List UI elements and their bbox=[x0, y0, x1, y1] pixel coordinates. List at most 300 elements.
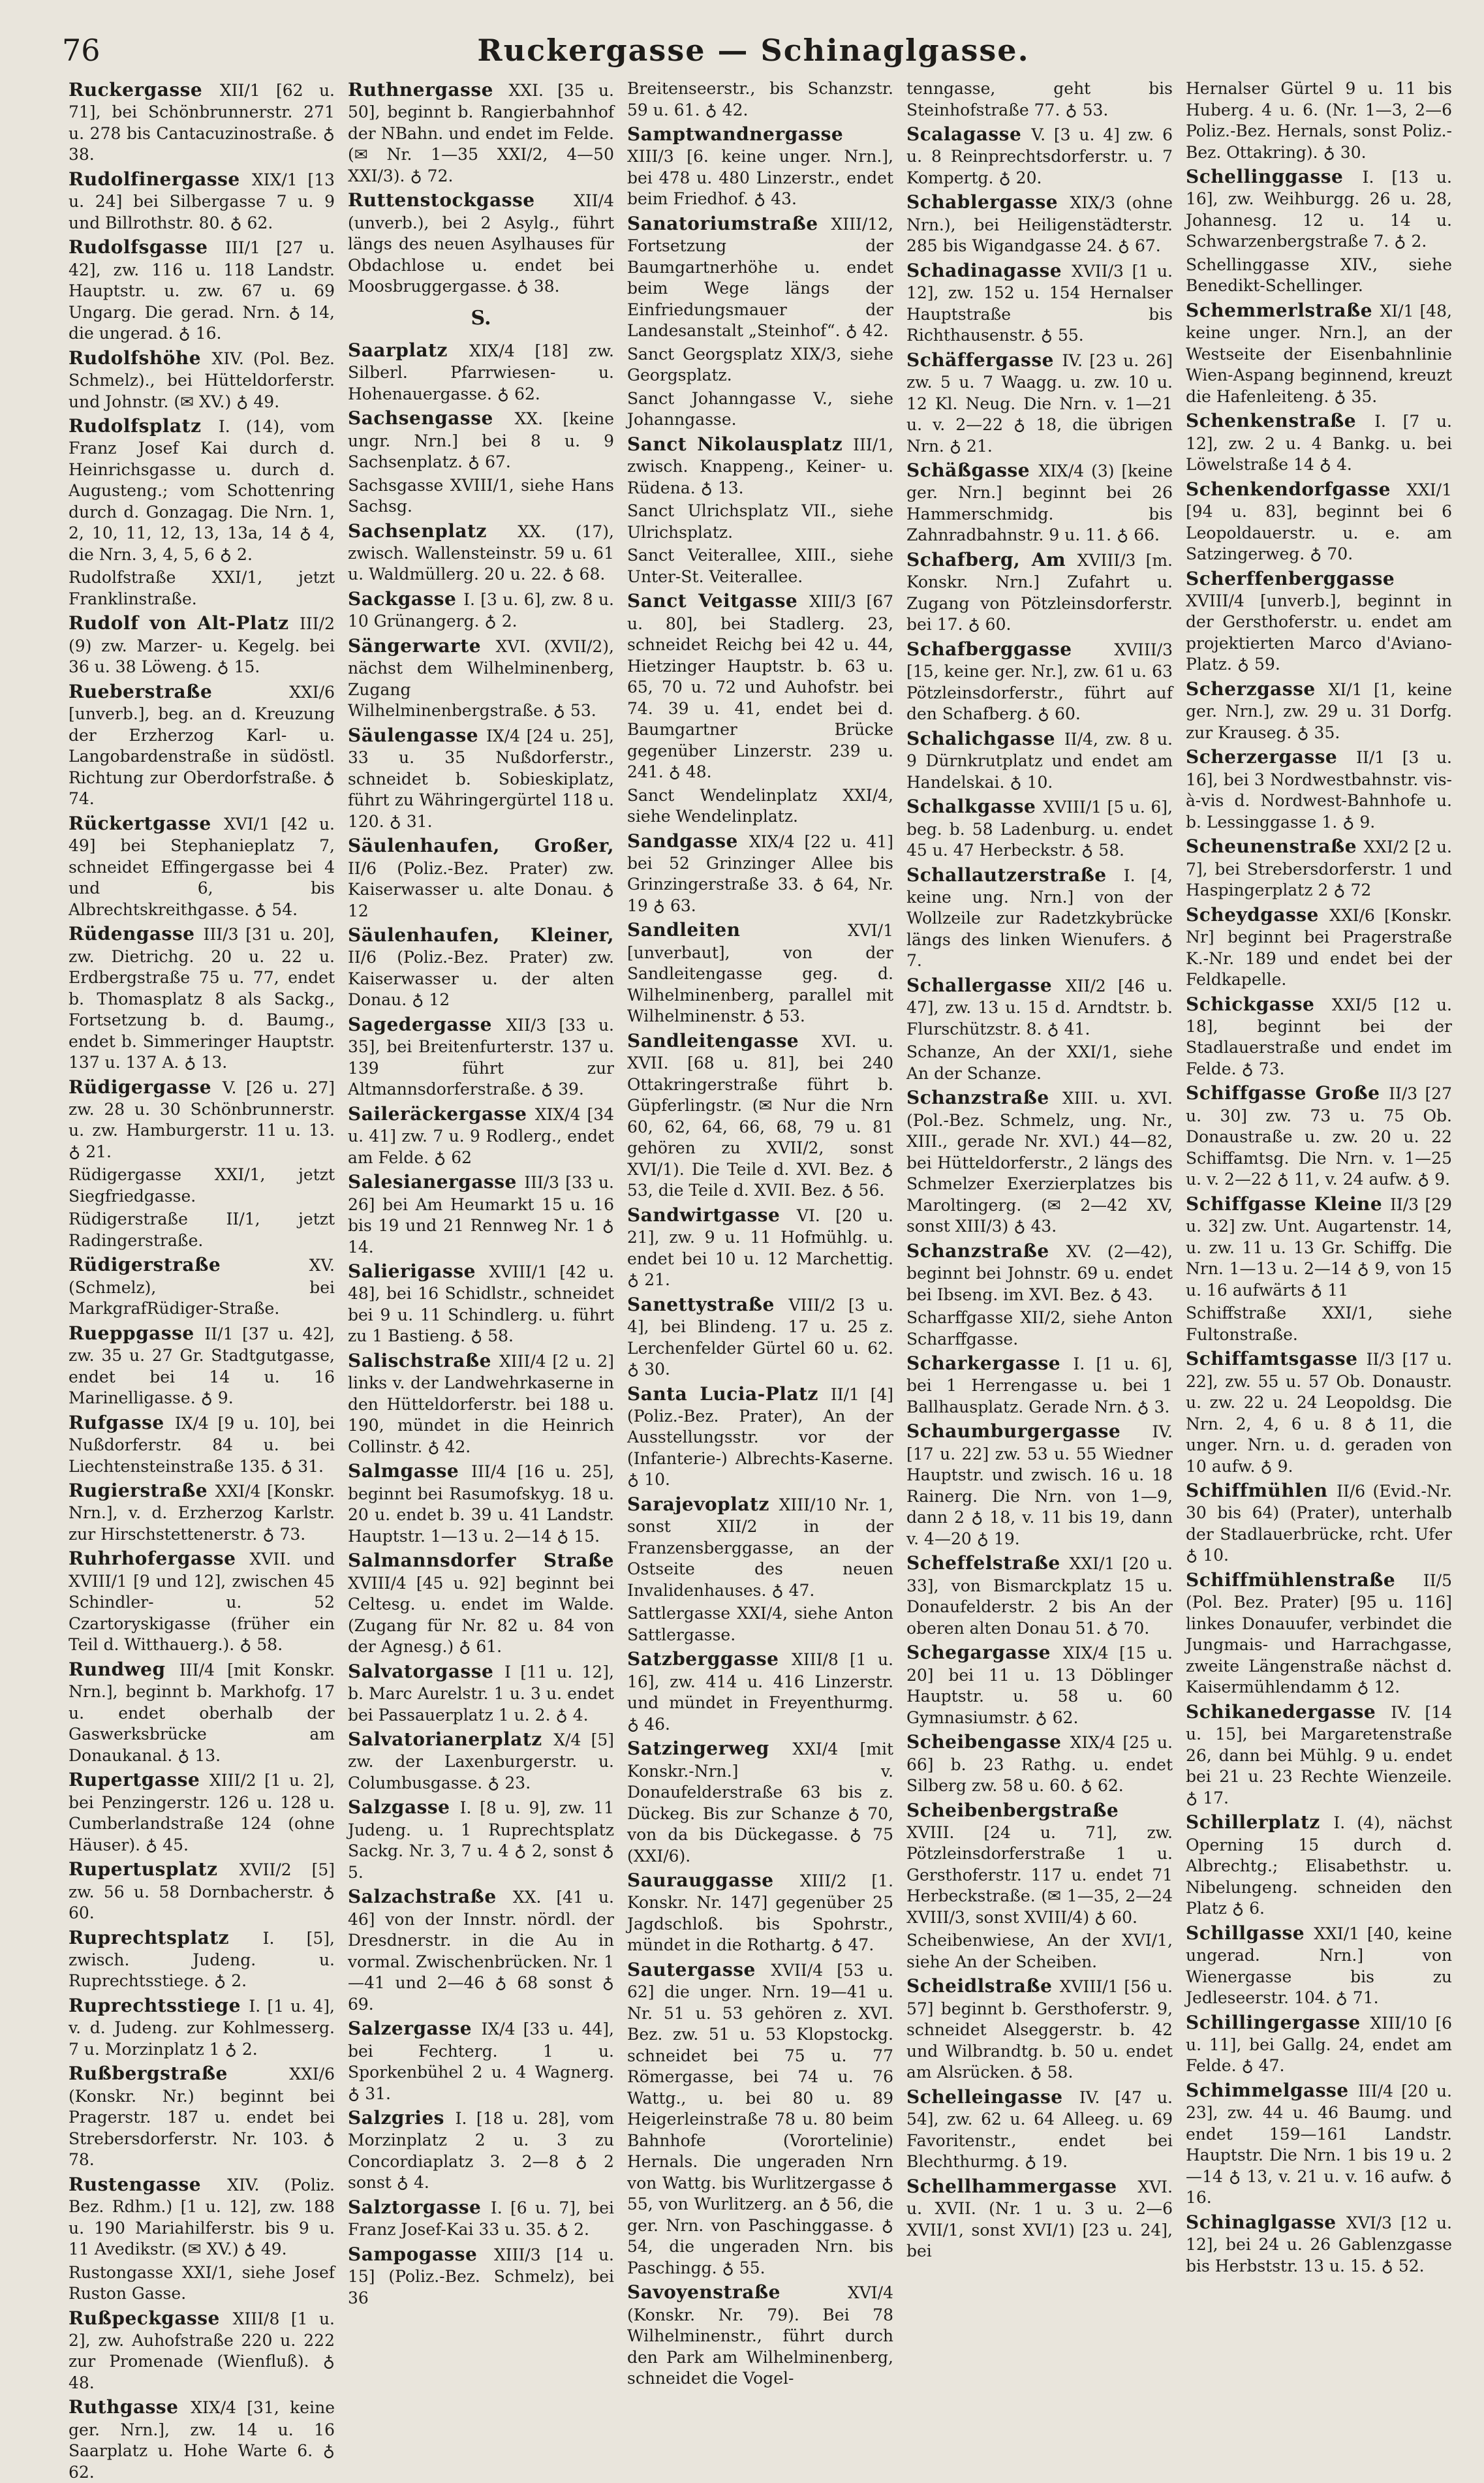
entry-text: XIII/4 [2 u. 2] links v. der Landwehrkaserne in den Hütteldorferstr. bei 188 u. 190, mündet in die Heinrich Collinstr. ♁ 42. bbox=[348, 1351, 614, 1456]
entry-text: V. [3 u. 4] zw. 6 u. 8 Reinprechtsdorferstr. u. 7 Kompertg. ♁ 20. bbox=[906, 125, 1173, 187]
directory-entry bbox=[906, 1552, 1173, 1639]
directory-entry bbox=[348, 339, 614, 405]
directory-entry bbox=[1186, 1303, 1452, 1345]
directory-entry bbox=[906, 349, 1173, 457]
entry-text: XVI/1 [42 u. 49] bei Stephanieplatz 7, schneidet Effingergasse bei 4 und 6, bis Albrechtskreithgasse. ♁ 54. bbox=[69, 814, 335, 919]
street-name: Salmannsdorfer Straße bbox=[348, 1550, 614, 1572]
entry-text: XIX/4 [22 u. 41] bei 52 Grinzinger Allee bis Grinzingerstraße 33. ♁ 64, Nr. 19 ♁ 63. bbox=[627, 832, 893, 915]
directory-entry bbox=[348, 2243, 614, 2309]
street-name: Scalagasse bbox=[906, 123, 1032, 145]
directory-entry bbox=[348, 520, 614, 586]
column-3 bbox=[621, 78, 900, 2388]
entry-text: III/3 [31 u. 20], zw. Dietrichg. 20 u. 22 u. Erdbergstraße 75 u. 77, endet b. Thomasplatz 8 als Sackg., Fortsetzung b. d. Baumg., endet b. Simmeringer Hauptstr. 137 u. 137 A. ♁ 13. bbox=[69, 925, 335, 1072]
entry-text: XVIII/3 [m. Konskr. Nrn.] Zufahrt u. Zugang von Pötzleinsdorferstr. bei 17. ♁ 60. bbox=[906, 550, 1173, 634]
entry-text: XII/3 [33 u. 35], bei Breitenfurterstr. 137 u. 139 führt zur Altmannsdorferstraße. ♁ 39. bbox=[348, 1015, 614, 1099]
entry-text: Hernalser Gürtel 9 u. 11 bis Huberg. 4 u. 6. (Nr. 1—3, 2—6 Poliz.-Bez. Hernals, sonst Poliz.-Bez. Ottakring). ♁ 30. bbox=[1186, 79, 1452, 162]
directory-entry bbox=[906, 1420, 1173, 1550]
street-name: Ruprechtsplatz bbox=[69, 1926, 263, 1948]
directory-entry bbox=[906, 795, 1173, 861]
directory-entry bbox=[348, 1660, 614, 1726]
entry-text: III/4 [20 u. 23], zw. 44 u. 46 Baumg. und endet 159—161 Landstr. Hauptstr. Die Nrn. 1 bis 19 u. 2—14 ♁ 13, v. 21 u. v. 16 aufw. ♁ 16. bbox=[1186, 2081, 1452, 2208]
street-name: Schablergasse bbox=[906, 191, 1070, 213]
street-name: Sampogasse bbox=[348, 2243, 494, 2265]
entry-text: XXI. [35 u. 50], beginnt b. Rangierbahnhof der NBahn. und endet im Felde. (✉ Nr. 1—35 XXI/2, 4—50 XXI/3). ♁ 72. bbox=[348, 81, 614, 185]
entry-text: XVI/4 (Konskr. Nr. 79). Bei 78 Wilhelminenstr., führt durch den Park am Wilhelminenberg, schneidet die Vogel- bbox=[627, 2283, 893, 2388]
entry-text: XIII/8 [1 u. 2], zw. Auhofstraße 220 u. 222 zur Promenade (Wienfluß). ♁ 48. bbox=[69, 2309, 335, 2392]
entry-text: XV. (Schmelz), bei MarkgrafRüdiger-Straße. bbox=[69, 1256, 335, 1319]
directory-entry bbox=[348, 587, 614, 632]
entry-text: Sanct Johanngasse V., siehe Johanngasse. bbox=[627, 388, 893, 429]
directory-entry bbox=[1186, 2079, 1452, 2209]
street-name: Sanct Nikolausplatz bbox=[627, 433, 854, 455]
street-name: Schäßgasse bbox=[906, 460, 1039, 482]
street-name: Salesianergasse bbox=[348, 1171, 525, 1193]
entry-text: XIII/8 [1 u. 16], zw. 414 u. 416 Linzerstr. und mündet in Freyenthurmg. ♁ 46. bbox=[627, 1650, 894, 1734]
street-name: Schiffgasse Große bbox=[1186, 1082, 1389, 1104]
street-name: Scheydgasse bbox=[1186, 903, 1330, 926]
directory-entry bbox=[69, 347, 335, 413]
entry-text: XIII/3 [67 u. 80], bei Stadlerg. 23, schneidet Reichg bei 42 u. 44, Hietzinger Hauptstr. b. 63 u. 65, 70 u. 72 und Auhofstr. bei 74. 39 u. 41, endet bei d. Baumgartner Brücke gegenüber Linzerstr. 239 u. 241. ♁ 48. bbox=[627, 592, 893, 782]
entry-text: IV. [17 u. 22] zw. 53 u. 55 Wiedner Hauptstr. und zwisch. 16 u. 18 Rainerg. Die Nrn. von 1—9, dann 2 ♁ 18, v. 11 bis 19, dann v. 4—20 ♁ 19. bbox=[906, 1422, 1173, 1548]
street-name: Sandwirtgasse bbox=[627, 1204, 797, 1226]
directory-entry bbox=[1186, 1479, 1452, 1567]
entry-text: I. [1 u. 6], bei 1 Herrengasse u. bei 1 Ballhausplatz. Gerade Nrn. ♁ 3. bbox=[906, 1354, 1173, 1416]
directory-entry bbox=[69, 2062, 335, 2170]
entry-text: XIII/2 [1. Konskr. Nr. 147] gegenüber 25 Jagdschloß. bis Spohrstr., mündet in die Rothartg. ♁ 47. bbox=[627, 1871, 893, 1955]
directory-entry bbox=[627, 1493, 893, 1601]
entry-text: Rüdigergasse XXI/1, jetzt Siegfriedgasse. bbox=[69, 1165, 335, 1206]
directory-entry bbox=[348, 724, 614, 832]
street-name: Ruckergasse bbox=[69, 79, 220, 101]
entry-text: XVII/2 [5] zw. 56 u. 58 Dornbacherstr. ♁ 60. bbox=[69, 1860, 335, 1923]
street-name: Rüdengasse bbox=[69, 923, 204, 945]
entry-text: Sattlergasse XXI/4, siehe Anton Sattlergasse. bbox=[627, 1604, 893, 1644]
directory-entry bbox=[906, 459, 1173, 546]
entry-text: XI/1 [48, keine unger. Nrn.], an der Westseite der Eisenbahnlinie Wien-Aspang beginnend, kreuzt die Hafenleiteng. ♁ 35. bbox=[1186, 301, 1452, 406]
street-name: Schillgasse bbox=[1186, 1922, 1314, 1944]
directory-entry bbox=[1186, 1922, 1452, 2009]
entry-text: Breitenseerstr., bis Schanzstr. 59 u. 61. ♁ 42. bbox=[627, 79, 893, 119]
entry-text: VIII/2 [3 u. 4], bei Blindeng. 17 u. 25 z. Lerchenfelder Gürtel 60 u. 62. ♁ 30. bbox=[627, 1295, 893, 1379]
street-name: Schellinggasse bbox=[1186, 166, 1363, 187]
street-name: Schegargasse bbox=[906, 1642, 1063, 1664]
entry-text: II/3 [29 u. 32] zw. Unt. Augartenstr. 14, u. zw. 11 u. 13 Gr. Schiffg. Die Nrn. 1—13 u. 2—14 ♁ 9, von 15 u. 16 aufwärts ♁ 11 bbox=[1186, 1195, 1452, 1300]
directory-entry bbox=[348, 1260, 614, 1347]
entry-text: XIX/4 [34 u. 41] zw. 7 u. 9 Rodlerg., endet am Felde. ♁ 62 bbox=[348, 1104, 615, 1167]
street-name: Schelleingasse bbox=[906, 2085, 1079, 2108]
entry-text: XIX/4 (3) [keine ger. Nrn.] beginnt bei 26 Hammerschmidg. bis Zahnradbahnstr. 9 u. 11. ♁ 66. bbox=[906, 461, 1173, 545]
street-name: Rugierstraße bbox=[69, 1480, 215, 1502]
entry-text: XVII/4 [53 u. 62] die unger. Nrn. 19—41 u. Nr. 51 u. 53 gehören z. XVI. Bez. zw. 51 u. 53 Klopstockg. schneidet bei 75 u. 77 Römergasse, bei 74 u. 76 Wattg., u. bei 80 u. 89 Heigerleinstraße 78 u. 80 beim Bahnhofe (Vorortelinie) Hernals. Die ungeraden Nrn von Wattg. bis Wurlitzergasse ♁ 55, von Wurlitzerg. an ♁ 56, die ger. Nrn. von Paschinggasse. ♁ 54, die ungeraden Nrn. bis Paschingg. ♁ 55. bbox=[627, 1960, 893, 2277]
directory-entry bbox=[1186, 1569, 1452, 1698]
street-name: Scheunenstraße bbox=[1186, 835, 1364, 858]
entry-text: I. (14), vom Franz Josef Kai durch d. Heinrichsgasse u. durch d. Augusteng.; vom Schottenring durch d. Gonzagag. Die Nrn. 1, 2, 10, 11, 12, 13, 13a, 14 ♁ 4, die Nrn. 3, 4, 5, 6 ♁ 2. bbox=[69, 417, 335, 564]
entry-text: VI. [20 u. 21], zw. 9 u. 11 Hofmühlg. u. endet bei 10 u. 12 Marchettig. ♁ 21. bbox=[627, 1206, 893, 1290]
directory-entry bbox=[348, 1728, 614, 1794]
entry-text: IV. [47 u. 54], zw. 62 u. 64 Alleeg. u. 69 Favoritenstr., endet bei Blechthurmg. ♁ 19. bbox=[906, 2087, 1173, 2172]
street-name: Scherffenberggasse bbox=[1186, 567, 1395, 589]
directory-entry bbox=[69, 2307, 335, 2394]
directory-entry bbox=[348, 2017, 614, 2104]
entry-text: XVIII/1 [5 u. 6], beg. b. 58 Ladenburg. u. endet 45 u. 47 Herbeckstr. ♁ 58. bbox=[906, 798, 1173, 860]
directory-entry bbox=[627, 785, 893, 828]
entry-text: Scharffgasse XII/2, siehe Anton Scharffgasse. bbox=[906, 1308, 1173, 1349]
entry-text: XIX/4 [15 u. 20] bei 11 u. 13 Döblinger Hauptstr. u. 58 u. 60 Gymnasiumstr. ♁ 62. bbox=[906, 1644, 1173, 1727]
street-name: Sarajevoplatz bbox=[627, 1493, 779, 1515]
entry-text: XVII/3 [1 u. 12], zw. 152 u. 154 Hernalser Hauptstraße bis Richthausenstr. ♁ 55. bbox=[906, 261, 1173, 345]
entry-text: Sanct Veiterallee, XIII., siehe Unter-St. Veiterallee. bbox=[627, 546, 893, 586]
directory-entry bbox=[348, 634, 614, 722]
entry-text: XIX/4 [18] zw. Silberl. Pfarrwiesen- u. Hohenauergasse. ♁ 62. bbox=[348, 341, 615, 403]
entry-text: I. [3 u. 6], zw. 8 u. 10 Grünangerg. ♁ 2. bbox=[348, 589, 614, 631]
street-name: Salvatorgasse bbox=[348, 1660, 504, 1682]
entry-text: Scheibenwiese, An der XVI/1, siehe An der Scheiben. bbox=[906, 1931, 1173, 1971]
directory-entry bbox=[1186, 165, 1452, 253]
directory-entry bbox=[627, 1869, 893, 1956]
street-name: Rupertgasse bbox=[69, 1769, 209, 1791]
street-name: Salvatorianerplatz bbox=[348, 1728, 554, 1751]
street-name: Scheidlstraße bbox=[906, 1975, 1060, 1997]
directory-entry bbox=[627, 344, 893, 386]
street-name: Ruthgasse bbox=[69, 2396, 191, 2418]
entry-text: IX/4 [33 u. 44], bei Fechterg. 1 u. Sporkenbühel 2 u. 4 Wagnerg. ♁ 31. bbox=[348, 2020, 614, 2103]
entry-text: IX/4 [24 u. 25], 33 u. 35 Nußdorferstr., schneidet b. Sobieskiplatz, führt zu Währingergürtel 118 u. 120. ♁ 31. bbox=[348, 726, 614, 831]
street-name: Schallautzerstraße bbox=[906, 864, 1124, 886]
entry-text: XVIII/4 [unverb.], beginnt in der Gersthoferstr. u. endet am projektierten Marco d'Aviano-Platz. ♁ 59. bbox=[1186, 591, 1452, 674]
street-name: Schenkendorfgasse bbox=[1186, 478, 1407, 500]
directory-entry bbox=[627, 1648, 893, 1735]
directory-entry bbox=[348, 2106, 614, 2194]
entry-text: XXI/6 [Konskr. Nr] beginnt bei Pragerstraße K.-Nr. 189 und endet bei der Feldkapelle. bbox=[1186, 905, 1452, 990]
directory-entry bbox=[69, 567, 335, 610]
entry-text: II/1 [3 u. 16], bei 3 Nordwestbahnstr. vis-à-vis d. Nordwest-Bahnhofe u. b. Lessinggasse 1. ♁ 9. bbox=[1186, 748, 1452, 832]
directory-entry bbox=[906, 864, 1173, 972]
street-name: Schiffgasse Kleine bbox=[1186, 1193, 1390, 1215]
street-name: Rudolf von Alt-Platz bbox=[69, 612, 300, 634]
street-name: Salmgasse bbox=[348, 1460, 472, 1482]
street-name: Satzingerweg bbox=[627, 1738, 793, 1760]
street-name: Sachsengasse bbox=[348, 407, 515, 429]
directory-entry bbox=[69, 680, 335, 810]
directory-entry bbox=[906, 638, 1173, 725]
street-name: Rußbergstraße bbox=[69, 2063, 290, 2085]
directory-entry bbox=[627, 1029, 893, 1202]
street-name: Schikanedergasse bbox=[1186, 1700, 1391, 1723]
directory-entry bbox=[627, 1382, 893, 1491]
entry-text: I. [5], zwisch. Judeng. u. Ruprechtsstiege. ♁ 2. bbox=[69, 1928, 335, 1991]
directory-entry bbox=[627, 918, 893, 1027]
street-name: Schinaglgasse bbox=[1186, 2211, 1347, 2233]
directory-entry bbox=[627, 589, 893, 783]
directory-entry bbox=[627, 501, 893, 543]
directory-entry bbox=[627, 78, 893, 121]
directory-entry bbox=[69, 1076, 335, 1163]
street-name: Sachsenplatz bbox=[348, 520, 518, 542]
entry-text: XIII/10 [6 u. 11], bei Gallg. 24, endet am Felde. ♁ 47. bbox=[1186, 2013, 1452, 2076]
street-name: Ruhrhofergasse bbox=[69, 1548, 250, 1570]
directory-entry bbox=[348, 2196, 614, 2241]
entry-text: XVIII/4 [45 u. 92] beginnt bei Celtesg. u. endet im Walde. (Zugang für Nr. 82 u. 84 von der Agnesg.) ♁ 61. bbox=[348, 1573, 614, 1657]
entry-text: III/3 [33 u. 26] bei Am Heumarkt 15 u. 16 bis 19 und 21 Rennweg Nr. 1 ♁ 14. bbox=[348, 1173, 615, 1257]
running-head: Ruckergasse — Schinaglgasse. bbox=[477, 33, 1030, 68]
directory-entry bbox=[1186, 993, 1452, 1080]
directory-entry bbox=[69, 2173, 335, 2260]
street-name: Sanettystraße bbox=[627, 1293, 789, 1315]
street-name: Schalichgasse bbox=[906, 727, 1064, 749]
street-name: Salztorgasse bbox=[348, 2196, 491, 2218]
entry-text: Sanct Wendelinplatz XXI/4, siehe Wendelinplatz. bbox=[627, 785, 893, 826]
street-name: Säulengasse bbox=[348, 724, 487, 746]
street-name: Schafberggasse bbox=[906, 638, 1115, 660]
entry-text: XX. (17), zwisch. Wallensteinstr. 59 u. 61 u. Waldmüllerg. 20 u. 22. ♁ 68. bbox=[348, 522, 614, 584]
entry-text: III/1 [27 u. 42], zw. 116 u. 118 Landstr. Hauptstr. u. zw. 67 u. 69 Ungarg. Die gerad. Nrn. ♁ 14, die ungerad. ♁ 16. bbox=[69, 238, 335, 343]
street-name: Rupertusplatz bbox=[69, 1858, 240, 1881]
directory-entry bbox=[906, 1930, 1173, 1973]
directory-entry bbox=[348, 1013, 614, 1101]
directory-entry bbox=[69, 414, 335, 565]
directory-entry bbox=[348, 1460, 614, 1547]
street-name: Savoyenstraße bbox=[627, 2281, 848, 2303]
entry-text: II/1 [4] (Poliz.-Bez. Prater), An der Ausstellungsstr. vor der (Infanterie-) Albrechts-Kaserne. ♁ 10. bbox=[627, 1384, 893, 1490]
entry-text: I. [18 u. 28], vom Morzinplatz 2 u. 3 zu Concordiaplatz 3. 2—8 ♁ 2 sonst ♁ 4. bbox=[348, 2109, 614, 2193]
entry-text: Schiffstraße XXI/1, siehe Fultonstraße. bbox=[1186, 1304, 1452, 1344]
entry-text: II/1 [37 u. 42], zw. 35 u. 27 Gr. Stadtgutgasse, endet bei 14 u. 16 Marinelligasse. ♁ 9. bbox=[69, 1324, 335, 1408]
street-name: Schickgasse bbox=[1186, 993, 1332, 1015]
street-name: Salzergasse bbox=[348, 2018, 482, 2040]
directory-entry bbox=[906, 1641, 1173, 1728]
directory-entry bbox=[69, 1658, 335, 1766]
entry-text: I. [8 u. 9], zw. 11 Judeng. u. 1 Ruprechtsplatz Sackg. Nr. 3, 7 u. 4 ♁ 2, sonst ♁ 5. bbox=[348, 1798, 614, 1882]
street-name: Salzachstraße bbox=[348, 1886, 513, 1908]
entry-text: XVIII/1 [42 u. 48], bei 16 Schidlstr., schneidet bei 9 u. 11 Schindlerg. u. führt zu 1 Bastieng. ♁ 58. bbox=[348, 1262, 614, 1346]
directory-entry bbox=[627, 433, 893, 499]
entry-text: XXI/4 [Konskr. Nrn.], v. d. Erzherzog Karlstr. zur Hirschstettenerstr. ♁ 73. bbox=[69, 1482, 335, 1544]
entry-text: XIII/10 Nr. 1, sonst XII/2 in der Franzensberggasse, an der Ostseite des neuen Invalidenhauses. ♁ 47. bbox=[627, 1495, 893, 1600]
street-name: Rüdigerstraße bbox=[69, 1254, 309, 1276]
entry-text: III/4 [mit Konskr. Nrn.], beginnt b. Markhofg. 17 u. endet oberhalb der Gaswerksbrücke am Donaukanal. ♁ 13. bbox=[69, 1660, 335, 1765]
entry-text: Schellinggasse XIV., siehe Benedikt-Schellinger. bbox=[1186, 255, 1452, 296]
directory-entry bbox=[69, 812, 335, 920]
section-letter: S. bbox=[471, 306, 491, 330]
directory-entry bbox=[348, 1102, 614, 1168]
street-name: Samptwandnergasse bbox=[627, 123, 844, 145]
directory-entry bbox=[348, 1349, 614, 1458]
entry-text: XIX/3 (ohne Nrn.), bei Heiligenstädterstr. 285 bis Wigandgasse 24. ♁ 67. bbox=[906, 193, 1173, 256]
entry-text: XXI/1 [40, keine ungerad. Nrn.] von Wienergasse bis zu Jedleseerstr. 104. ♁ 71. bbox=[1186, 1924, 1452, 2008]
entry-text: XIII/3 [14 u. 15] (Poliz.-Bez. Schmelz), bei 36 bbox=[348, 2245, 614, 2307]
directory-entry bbox=[906, 259, 1173, 347]
entry-text: I. [4, keine ung. Nrn.] von der Wollzeile zur Radetzkybrücke längs des linken Wienufers. ♁ 7. bbox=[906, 866, 1173, 971]
entry-text: XIII/3 [6. keine unger. Nrn.], bei 478 u. 480 Linzerstr., endet beim Friedhof. ♁ 43. bbox=[627, 147, 893, 209]
street-name: Schadinagasse bbox=[906, 259, 1072, 281]
street-name: Saurauggasse bbox=[627, 1869, 800, 1892]
entry-text: III/2 (9) zw. Marzer- u. Kegelg. bei 36 u. 38 Löweng. ♁ 15. bbox=[69, 614, 335, 677]
entry-text: XII/2 [46 u. 47], zw. 13 u. 15 d. Arndtstr. b. Flurschützstr. 8. ♁ 41. bbox=[906, 976, 1173, 1038]
directory-entry bbox=[1186, 567, 1452, 676]
directory-entry bbox=[69, 1411, 335, 1477]
directory-entry bbox=[1186, 478, 1452, 565]
entry-text: XIX/4 [25 u. 66] b. 23 Rathg. u. endet Silberg zw. 58 u. 60. ♁ 62. bbox=[906, 1733, 1173, 1796]
directory-entry bbox=[348, 475, 614, 518]
directory-entry bbox=[906, 2085, 1173, 2173]
street-name: Schallergasse bbox=[906, 974, 1066, 996]
directory-entry bbox=[906, 974, 1173, 1040]
directory-entry bbox=[69, 1479, 335, 1545]
directory-entry bbox=[1186, 1082, 1452, 1190]
street-name: Sautergasse bbox=[627, 1958, 771, 1980]
entry-text: XIX/4 [31, keine ger. Nrn.], zw. 14 u. 16 Saarplatz u. Hohe Warte 6. ♁ 62. bbox=[69, 2398, 335, 2482]
directory-entry bbox=[69, 168, 335, 234]
street-name: Sanct Veitgasse bbox=[627, 590, 810, 612]
entry-text: XIII. u. XVI. (Pol.-Bez. Schmelz, ung. Nr., XIII., gerade Nr. XVI.) 44—82, bei Hütteldorferstr., 2 längs des Schmelzer Exerzierplatzes bis Maroltingerg. (✉ 2—42 XV, sonst XIII/3) ♁ 43. bbox=[906, 1089, 1173, 1236]
street-name: Salzgries bbox=[348, 2107, 456, 2129]
street-name: Satzberggasse bbox=[627, 1648, 792, 1670]
street-name: Schafberg, Am bbox=[906, 548, 1077, 570]
directory-entry bbox=[1186, 903, 1452, 991]
street-name: Rußpeckgasse bbox=[69, 2307, 233, 2329]
directory-entry bbox=[69, 1322, 335, 1409]
street-name: Scheibengasse bbox=[906, 1731, 1070, 1753]
directory-entry bbox=[1186, 1193, 1452, 1301]
directory-entry bbox=[627, 388, 893, 431]
directory-entry bbox=[906, 1975, 1173, 2083]
entry-text: XXI/5 [12 u. 18], beginnt bei der Stadlauerstraße und endet im Felde. ♁ 73. bbox=[1186, 995, 1452, 1078]
directory-entry bbox=[627, 545, 893, 587]
column-1 bbox=[62, 78, 341, 2482]
directory-entry bbox=[69, 1926, 335, 1992]
directory-entry bbox=[906, 1799, 1173, 1929]
directory-entry bbox=[69, 236, 335, 344]
directory-entry bbox=[906, 1042, 1173, 1084]
entry-text: Sanct Ulrichsplatz VII., siehe Ulrichsplatz. bbox=[627, 501, 893, 542]
directory-entry bbox=[348, 1885, 614, 2015]
directory-entry bbox=[1186, 2211, 1452, 2277]
entry-text: Sanct Georgsplatz XIX/3, siehe Georgsplatz. bbox=[627, 344, 893, 385]
entry-text: Rüdigerstraße II/1, jetzt Radingerstraße. bbox=[69, 1210, 335, 1250]
directory-entry bbox=[906, 1086, 1173, 1237]
street-name: Sängerwarte bbox=[348, 634, 496, 657]
entry-text: XXI/1 [20 u. 33], von Bismarckplatz 15 u. Donaufelderstr. 2 bis An der oberen alten Donau 51. ♁ 70. bbox=[906, 1554, 1173, 1638]
street-name: Schellhammergasse bbox=[906, 2175, 1138, 2197]
entry-text: IV. [14 u. 15], bei Margaretenstraße 26, dann bei Mühlg. 9 u. endet bei 21 u. 23 Rechte Wienzeile. ♁ 17. bbox=[1186, 1702, 1452, 1807]
street-name: Rückertgasse bbox=[69, 812, 224, 834]
street-name: Rudolfsplatz bbox=[69, 415, 219, 437]
directory-entry bbox=[348, 924, 614, 1011]
entry-text: XXI/1 [94 u. 83], beginnt bei 6 Leopoldauerstr. u. e. am Satzingerweg. ♁ 70. bbox=[1186, 480, 1452, 564]
directory-entry bbox=[906, 2175, 1173, 2262]
directory-entry bbox=[69, 2262, 335, 2305]
directory-entry bbox=[906, 1352, 1173, 1418]
directory-entry bbox=[1186, 2011, 1452, 2077]
street-name: Schiffmühlenstraße bbox=[1186, 1569, 1423, 1591]
street-name: Ruttenstockgasse bbox=[348, 189, 574, 211]
directory-entry bbox=[1186, 1811, 1452, 1919]
entry-text: XI/1 [1, keine ger. Nrn.], zw. 29 u. 31 Dorfg. zur Krauseg. ♁ 35. bbox=[1186, 679, 1453, 742]
entry-text: I. (4), nächst Operning 15 durch d. Albrechtg.; Elisabethstr. u. Nibelungeng. schneiden den Platz ♁ 6. bbox=[1186, 1813, 1452, 1918]
entry-text: XVII. und XVIII/1 [9 und 12], zwischen 45 Schindler- u. 52 Czartoryskigasse (früher ein Teil d. Witthauerg.). ♁ 58. bbox=[69, 1550, 335, 1655]
entry-text: Sachsgasse XVIII/1, siehe Hans Sachsg. bbox=[348, 475, 614, 516]
entry-text: I. [1 u. 4], v. d. Judeng. zur Kohlmesserg. 7 u. Morzinplatz 1 ♁ 2. bbox=[69, 1996, 335, 2059]
entry-text: II/6 (Evid.-Nr. 30 bis 64) (Prater), unterhalb der Stadlauerbrücke, rcht. Ufer ♁ 10. bbox=[1186, 1482, 1452, 1565]
street-name: Schillerplatz bbox=[1186, 1811, 1334, 1834]
street-name: Sandleitengasse bbox=[627, 1029, 822, 1052]
street-name: Rufgasse bbox=[69, 1411, 175, 1433]
entry-text: XVIII/1 [56 u. 57] beginnt b. Gersthoferstr. 9, schneidet Alseggerstr. b. 42 und Wilbrandtg. b. 50 u. endet am Alsrücken. ♁ 58. bbox=[906, 1977, 1173, 2082]
directory-entry bbox=[1186, 1347, 1452, 1477]
directory-entry bbox=[1186, 78, 1452, 163]
directory-entry bbox=[1186, 255, 1452, 297]
directory-columns bbox=[62, 78, 1459, 2482]
entry-text: I. [6 u. 7], bei Franz Josef-Kai 33 u. 35. ♁ 2. bbox=[348, 2198, 615, 2240]
entry-text: XXI/2 [2 u. 7], bei Strebersdorferstr. 1 und Haspingerplatz 2 ♁ 72 bbox=[1186, 837, 1452, 900]
directory-entry bbox=[906, 1240, 1173, 1305]
entry-text: II/5 (Pol. Bez. Prater) [95 u. 116] linkes Donauufer, verbindet die Jungmais- und Harrachgasse, zweite Längenstraße nächst d. Kaisermühlendamm ♁ 12. bbox=[1186, 1570, 1452, 1697]
entry-text: tenngasse, geht bis Steinhofstraße 77. ♁ 53. bbox=[906, 79, 1173, 119]
street-name: Sandleiten bbox=[627, 919, 848, 941]
directory-entry bbox=[627, 1603, 893, 1646]
street-name: Sagedergasse bbox=[348, 1013, 506, 1035]
entry-text: XXI/6 (Konskr. Nr.) beginnt bei Pragerstr. 187 u. endet bei Strebersdorferstr. Nr. 103. ♁ 78. bbox=[69, 2065, 335, 2170]
directory-entry bbox=[627, 1204, 893, 1291]
page-number: 76 bbox=[62, 33, 100, 68]
column-4 bbox=[900, 78, 1179, 2261]
directory-entry bbox=[69, 1768, 335, 1856]
entry-text: IX/4 [9 u. 10], bei Nußdorferstr. 84 u. bei Liechtensteinstraße 135. ♁ 31. bbox=[69, 1413, 335, 1476]
entry-text: XII/1 [62 u. 71], bei Schönbrunnerstr. 271 u. 278 bis Cantacuzinostraße. ♁ 38. bbox=[69, 81, 335, 164]
entry-text: XVI. u. XVII. [68 u. 81], bei 240 Ottakringerstraße führt b. Güpferlingstr. (✉ Nur die Nrn 60, 62, 64, 66, 68, 79 u. 81 gehören zu XVII/2, sonst XVI/1). Die Teile d. XVI. Bez. ♁ 53, die Teile d. XVII. Bez. ♁ 56. bbox=[627, 1031, 893, 1200]
street-name: Salierigasse bbox=[348, 1260, 489, 1283]
street-name: Ruprechtsstiege bbox=[69, 1994, 249, 2016]
street-name: Scheibenbergstraße bbox=[906, 1799, 1119, 1821]
entry-text: I. [13 u. 16], zw. Weihburgg. 26 u. 28, Johannesg. 12 u. 14 u. Schwarzenbergstraße 7. ♁ 2. bbox=[1186, 168, 1452, 251]
directory-entry bbox=[906, 78, 1173, 121]
entry-text: II/3 [17 u. 22], zw. 55 u. 57 Ob. Donaustr. u. zw. 22 u. 24 Leopoldsg. Die Nrn. 2, 4, 6 u. 8 ♁ 11, die unger. Nrn. u. d. geraden von 10 aufw. ♁ 9. bbox=[1186, 1350, 1452, 1476]
directory-entry bbox=[1186, 299, 1452, 407]
directory-entry bbox=[348, 189, 614, 297]
entry-text: XXI/6 [unverb.], beg. an d. Kreuzung der Erzherzog Karl- u. Langobardenstraße in südöstl. Richtung zur Oberdorfstraße. ♁ 74. bbox=[69, 682, 335, 809]
street-name: Schiffmühlen bbox=[1186, 1480, 1337, 1502]
street-name: Rueppgasse bbox=[69, 1322, 205, 1344]
entry-text: II/4, zw. 8 u. 9 Dürnkrutplatz und endet am Handelskai. ♁ 10. bbox=[906, 729, 1173, 792]
directory-entry bbox=[1186, 409, 1452, 475]
directory-entry bbox=[906, 727, 1173, 793]
entry-text: XVI/1 [unverbaut], von der Sandleitengasse geg. d. Wilhelminenberg, parallel mit Wilhelminenstr. ♁ 53. bbox=[627, 921, 893, 1026]
directory-entry bbox=[1186, 678, 1452, 743]
street-name: Schalkgasse bbox=[906, 796, 1043, 818]
street-name: Schäffergasse bbox=[906, 349, 1062, 371]
entry-text: X/4 [5] zw. der Laxenburgerstr. u. Columbusgasse. ♁ 23. bbox=[348, 1730, 614, 1792]
street-name: Scharkergasse bbox=[906, 1352, 1074, 1375]
street-name: Säulenhaufen, Großer, bbox=[348, 835, 614, 857]
entry-text: XVI. u. XVII. (Nr. 1 u. 3 u. 2—6 XVII/1, sonst XVI/1) [23 u. 24], bei bbox=[906, 2177, 1173, 2261]
directory-entry bbox=[627, 212, 893, 342]
street-name: Säulenhaufen, Kleiner, bbox=[348, 924, 614, 946]
street-name: Saarplatz bbox=[348, 339, 469, 361]
column-5 bbox=[1179, 78, 1459, 2275]
street-name: Salzgasse bbox=[348, 1796, 460, 1819]
directory-entry bbox=[906, 1730, 1173, 1796]
directory-entry bbox=[906, 123, 1173, 189]
directory-entry bbox=[1186, 1700, 1452, 1809]
street-name: Saileräckergasse bbox=[348, 1102, 535, 1125]
entry-text: XX. [41 u. 46] von der Innstr. nördl. der Dresdnerstr. in die Au in vormal. Zwischenbrücken. Nr. 1—41 und 2—46 ♁ 68 sonst ♁ 69. bbox=[348, 1888, 614, 2014]
entry-text: XIV. (Pol. Bez. Schmelz)., bei Hütteldorferstr. und Johnstr. (✉ XV.) ♁ 49. bbox=[69, 349, 335, 411]
directory-entry bbox=[348, 834, 614, 922]
directory-entry bbox=[627, 123, 893, 210]
entry-text: XIII/2 [1 u. 2], bei Penzingerstr. 126 u. 128 u. Cumberlandstraße 124 (ohne Häuser). ♁ 45. bbox=[69, 1771, 335, 1854]
entry-text: Rustongasse XXI/1, siehe Josef Ruston Gasse. bbox=[69, 2262, 335, 2303]
street-name: Schiffamtsgasse bbox=[1186, 1348, 1367, 1370]
